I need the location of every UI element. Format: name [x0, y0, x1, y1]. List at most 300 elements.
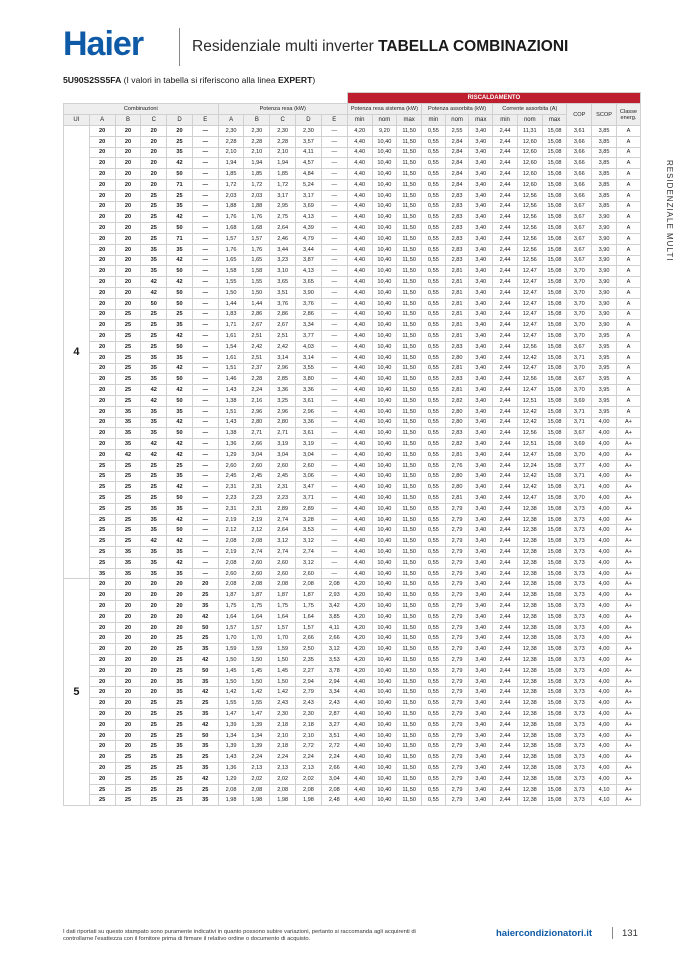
table-cell: 1,45: [270, 665, 296, 676]
table-cell: 3,95: [592, 385, 617, 396]
table-cell: 2,45: [244, 471, 270, 482]
table-cell: 25: [115, 763, 141, 774]
table-cell: 15,08: [542, 395, 567, 406]
table-cell: 2,44: [493, 417, 518, 428]
table-cell: 3,95: [592, 341, 617, 352]
table-cell: 10,40: [372, 406, 397, 417]
table-cell: A: [616, 287, 640, 298]
table-cell: 15,08: [542, 212, 567, 223]
table-cell: 3,90: [592, 233, 617, 244]
table-cell: 4,40: [347, 233, 372, 244]
table-cell: 1,85: [244, 169, 270, 180]
table-cell: 2,44: [493, 201, 518, 212]
table-cell: 4,40: [347, 395, 372, 406]
table-cell: 2,74: [270, 514, 296, 525]
table-cell: 0,55: [422, 428, 446, 439]
table-cell: 2,18: [296, 719, 322, 730]
table-cell: 2,94: [321, 676, 347, 687]
table-cell: 10,40: [372, 136, 397, 147]
table-cell: —: [321, 126, 347, 137]
table-cell: 0,55: [422, 773, 446, 784]
table-cell: 15,08: [542, 773, 567, 784]
table-cell: 20: [167, 611, 193, 622]
table-cell: 12,24: [517, 460, 542, 471]
table-cell: 20: [115, 676, 141, 687]
table-cell: 4,00: [592, 417, 617, 428]
table-cell: 2,79: [445, 525, 469, 536]
table-row: [64, 126, 641, 137]
table-cell: 3,70: [567, 385, 592, 396]
table-cell: —: [321, 406, 347, 417]
table-cell: 50: [167, 341, 193, 352]
table-cell: —: [321, 179, 347, 190]
table-cell: 2,44: [493, 784, 518, 795]
table-cell: 10,40: [372, 298, 397, 309]
table-cell: 4,40: [347, 687, 372, 698]
table-cell: 1,50: [218, 287, 244, 298]
table-cell: 1,44: [218, 298, 244, 309]
col-group-combinazioni: Combinazioni: [64, 104, 219, 115]
table-cell: 11,50: [397, 730, 422, 741]
table-cell: 0,55: [422, 266, 446, 277]
table-cell: 1,75: [244, 601, 270, 612]
table-cell: 11,50: [397, 557, 422, 568]
table-cell: 20: [89, 741, 115, 752]
table-cell: 11,50: [397, 363, 422, 374]
table-cell: 3,40: [469, 698, 493, 709]
table-subtitle: [63, 75, 315, 86]
table-cell: 3,73: [567, 601, 592, 612]
table-cell: A: [616, 406, 640, 417]
table-cell: 12,56: [517, 201, 542, 212]
table-cell: 1,34: [218, 730, 244, 741]
table-cell: 1,59: [244, 644, 270, 655]
table-cell: —: [192, 331, 218, 342]
table-cell: 35: [167, 406, 193, 417]
table-cell: —: [192, 557, 218, 568]
table-cell: 2,43: [321, 698, 347, 709]
table-cell: 3,73: [567, 633, 592, 644]
table-cell: A+: [616, 644, 640, 655]
table-cell: 3,90: [592, 309, 617, 320]
table-cell: 2,27: [296, 665, 322, 676]
table-cell: 50: [167, 374, 193, 385]
table-cell: 3,67: [567, 244, 592, 255]
table-cell: 1,87: [296, 590, 322, 601]
table-cell: 12,51: [517, 395, 542, 406]
table-cell: 35: [115, 557, 141, 568]
table-cell: 4,20: [347, 622, 372, 633]
table-cell: —: [192, 503, 218, 514]
col-group-potenza-sistema: Potenza resa sistema (kW): [347, 104, 421, 115]
table-cell: 2,44: [493, 665, 518, 676]
table-cell: —: [321, 514, 347, 525]
table-cell: 10,40: [372, 568, 397, 579]
table-cell: 20: [89, 601, 115, 612]
table-row: [64, 698, 641, 709]
table-cell: 2,44: [493, 266, 518, 277]
table-cell: 3,40: [469, 255, 493, 266]
page-title: [192, 38, 568, 56]
col-abs-nom: nom: [445, 115, 469, 126]
table-cell: 10,40: [372, 514, 397, 525]
table-cell: 10,40: [372, 266, 397, 277]
table-cell: 4,20: [347, 633, 372, 644]
table-cell: —: [192, 255, 218, 266]
table-cell: 1,55: [218, 277, 244, 288]
table-cell: 1,50: [218, 655, 244, 666]
table-cell: 4,20: [347, 590, 372, 601]
table-cell: 10,40: [372, 795, 397, 806]
table-cell: A+: [616, 633, 640, 644]
table-cell: 2,02: [296, 773, 322, 784]
table-cell: 12,56: [517, 374, 542, 385]
col-power-b: B: [244, 115, 270, 126]
table-cell: 2,79: [445, 763, 469, 774]
table-cell: 11,50: [397, 385, 422, 396]
table-cell: 0,55: [422, 547, 446, 558]
table-cell: A+: [616, 784, 640, 795]
table-cell: —: [192, 341, 218, 352]
table-cell: 20: [141, 665, 167, 676]
table-cell: 10,40: [372, 719, 397, 730]
table-cell: 2,79: [445, 665, 469, 676]
table-cell: A: [616, 255, 640, 266]
table-cell: 25: [115, 320, 141, 331]
table-cell: 4,00: [592, 763, 617, 774]
table-cell: 11,50: [397, 255, 422, 266]
table-cell: A: [616, 309, 640, 320]
table-cell: 50: [167, 525, 193, 536]
table-cell: 3,40: [469, 460, 493, 471]
table-cell: 25: [115, 395, 141, 406]
table-cell: 3,73: [567, 730, 592, 741]
table-cell: 2,72: [321, 741, 347, 752]
table-cell: 4,40: [347, 406, 372, 417]
table-cell: 11,50: [397, 773, 422, 784]
table-cell: 3,40: [469, 374, 493, 385]
table-cell: 0,55: [422, 147, 446, 158]
table-cell: 2,74: [270, 547, 296, 558]
table-cell: 2,44: [493, 223, 518, 234]
table-cell: 2,83: [445, 255, 469, 266]
table-cell: 2,60: [296, 460, 322, 471]
table-cell: 25: [89, 784, 115, 795]
table-cell: 0,55: [422, 298, 446, 309]
table-cell: 10,40: [372, 601, 397, 612]
table-cell: 4,00: [592, 773, 617, 784]
table-cell: 2,31: [218, 503, 244, 514]
table-cell: 0,55: [422, 169, 446, 180]
table-cell: 4,40: [347, 752, 372, 763]
table-row: [64, 741, 641, 752]
table-cell: 2,66: [244, 439, 270, 450]
table-cell: 2,44: [493, 460, 518, 471]
table-cell: 3,36: [270, 385, 296, 396]
table-cell: 0,55: [422, 644, 446, 655]
table-cell: 4,00: [592, 655, 617, 666]
table-cell: 3,40: [469, 719, 493, 730]
table-cell: 2,60: [270, 568, 296, 579]
table-cell: 15,08: [542, 460, 567, 471]
table-cell: 25: [115, 341, 141, 352]
table-cell: A: [616, 298, 640, 309]
table-cell: 3,53: [321, 655, 347, 666]
table-cell: 25: [167, 719, 193, 730]
table-cell: 2,60: [244, 460, 270, 471]
table-cell: 42: [192, 611, 218, 622]
table-cell: 25: [115, 482, 141, 493]
table-cell: 3,40: [469, 655, 493, 666]
table-cell: 4,40: [347, 557, 372, 568]
table-cell: 1,47: [244, 709, 270, 720]
table-cell: A+: [616, 428, 640, 439]
table-cell: 1,64: [270, 611, 296, 622]
table-cell: 2,44: [493, 298, 518, 309]
table-cell: 42: [167, 514, 193, 525]
table-cell: 12,38: [517, 719, 542, 730]
table-cell: 2,13: [296, 763, 322, 774]
table-cell: 2,79: [445, 687, 469, 698]
table-cell: 25: [167, 644, 193, 655]
table-row: [64, 514, 641, 525]
table-cell: 4,00: [592, 482, 617, 493]
table-cell: 25: [141, 471, 167, 482]
table-cell: 15,08: [542, 665, 567, 676]
table-cell: 3,73: [567, 752, 592, 763]
table-cell: 20: [89, 147, 115, 158]
table-cell: 10,40: [372, 233, 397, 244]
table-cell: A+: [616, 557, 640, 568]
table-cell: 25: [141, 730, 167, 741]
table-cell: 25: [115, 331, 141, 342]
table-cell: 4,00: [592, 644, 617, 655]
footer-website-link[interactable]: haiercondizionatori.it: [496, 928, 593, 939]
table-cell: 25: [141, 719, 167, 730]
table-cell: 4,00: [592, 514, 617, 525]
table-cell: 3,10: [270, 266, 296, 277]
table-cell: —: [192, 179, 218, 190]
table-cell: 25: [167, 752, 193, 763]
table-cell: 2,08: [218, 557, 244, 568]
table-cell: 3,40: [469, 514, 493, 525]
table-cell: 35: [167, 244, 193, 255]
table-cell: 0,55: [422, 784, 446, 795]
table-cell: 35: [89, 568, 115, 579]
table-cell: 2,46: [270, 233, 296, 244]
table-cell: 2,44: [493, 244, 518, 255]
table-cell: 2,44: [493, 482, 518, 493]
table-cell: 3,40: [469, 428, 493, 439]
table-cell: 2,44: [493, 287, 518, 298]
table-row: [64, 341, 641, 352]
table-cell: 25: [141, 223, 167, 234]
table-cell: 3,04: [244, 449, 270, 460]
table-cell: 20: [115, 277, 141, 288]
table-cell: 1,76: [244, 244, 270, 255]
table-cell: 12,51: [517, 439, 542, 450]
table-cell: 2,86: [244, 309, 270, 320]
table-cell: 3,40: [469, 557, 493, 568]
table-cell: 10,40: [372, 363, 397, 374]
table-cell: A: [616, 126, 640, 137]
table-cell: 42: [192, 687, 218, 698]
table-cell: 11,50: [397, 611, 422, 622]
table-row: [64, 590, 641, 601]
table-cell: 2,81: [445, 266, 469, 277]
table-cell: 3,47: [296, 482, 322, 493]
table-cell: 3,40: [469, 406, 493, 417]
table-cell: 0,55: [422, 201, 446, 212]
table-cell: 12,38: [517, 514, 542, 525]
table-cell: 25: [167, 698, 193, 709]
col-sys-min: min: [347, 115, 372, 126]
table-cell: A+: [616, 579, 640, 590]
table-cell: 10,40: [372, 547, 397, 558]
table-cell: 2,79: [445, 719, 469, 730]
table-cell: 25: [115, 493, 141, 504]
table-cell: 2,18: [270, 719, 296, 730]
table-cell: 20: [89, 126, 115, 137]
table-cell: 3,73: [567, 709, 592, 720]
table-cell: 3,67: [567, 374, 592, 385]
table-row: [64, 406, 641, 417]
table-cell: A+: [616, 795, 640, 806]
table-cell: 35: [141, 428, 167, 439]
table-cell: 4,20: [347, 126, 372, 137]
table-cell: 3,51: [270, 287, 296, 298]
table-cell: 15,08: [542, 449, 567, 460]
table-cell: 3,40: [469, 158, 493, 169]
table-cell: A+: [616, 773, 640, 784]
table-cell: 12,47: [517, 493, 542, 504]
table-cell: 20: [115, 709, 141, 720]
table-cell: 3,85: [592, 179, 617, 190]
table-cell: 50: [192, 622, 218, 633]
table-cell: 0,55: [422, 352, 446, 363]
table-cell: 2,76: [445, 460, 469, 471]
table-cell: —: [192, 126, 218, 137]
table-cell: 11,50: [397, 719, 422, 730]
table-cell: 35: [115, 417, 141, 428]
table-cell: A+: [616, 719, 640, 730]
table-cell: 20: [141, 579, 167, 590]
table-cell: A+: [616, 460, 640, 471]
table-cell: 0,55: [422, 320, 446, 331]
table-cell: 12,42: [517, 352, 542, 363]
table-cell: 11,50: [397, 579, 422, 590]
table-cell: 3,95: [592, 352, 617, 363]
table-cell: A+: [616, 655, 640, 666]
table-cell: 15,08: [542, 482, 567, 493]
table-cell: 3,67: [567, 428, 592, 439]
col-classe: Classe energ.: [616, 104, 640, 126]
table-cell: 25: [115, 363, 141, 374]
table-cell: 4,00: [592, 730, 617, 741]
table-cell: 4,40: [347, 309, 372, 320]
table-cell: 1,39: [244, 741, 270, 752]
table-cell: 2,80: [445, 471, 469, 482]
table-cell: 4,40: [347, 568, 372, 579]
table-cell: 20: [89, 255, 115, 266]
table-cell: 3,69: [296, 201, 322, 212]
table-cell: 1,58: [218, 266, 244, 277]
table-row: [64, 331, 641, 342]
table-cell: 2,96: [270, 406, 296, 417]
table-cell: 35: [141, 568, 167, 579]
table-cell: 20: [115, 158, 141, 169]
table-cell: 2,08: [270, 579, 296, 590]
table-cell: 12,38: [517, 633, 542, 644]
table-cell: 10,40: [372, 644, 397, 655]
table-cell: 2,81: [445, 493, 469, 504]
table-cell: 2,44: [493, 179, 518, 190]
table-cell: 1,65: [244, 255, 270, 266]
table-row: [64, 449, 641, 460]
table-cell: 4,40: [347, 784, 372, 795]
table-cell: 0,55: [422, 611, 446, 622]
table-cell: 35: [167, 568, 193, 579]
table-row: [64, 730, 641, 741]
table-cell: 15,08: [542, 244, 567, 255]
table-cell: 11,50: [397, 709, 422, 720]
table-cell: 1,57: [270, 622, 296, 633]
table-cell: 1,50: [218, 676, 244, 687]
col-abs-min: min: [422, 115, 446, 126]
table-cell: 2,03: [244, 190, 270, 201]
table-cell: 4,00: [592, 741, 617, 752]
table-cell: 4,40: [347, 763, 372, 774]
table-cell: 4,40: [347, 741, 372, 752]
table-cell: 0,55: [422, 460, 446, 471]
table-cell: 1,87: [218, 590, 244, 601]
table-cell: 3,70: [567, 287, 592, 298]
table-cell: 11,50: [397, 147, 422, 158]
table-cell: 12,38: [517, 773, 542, 784]
table-cell: 2,44: [493, 331, 518, 342]
table-cell: 3,04: [321, 773, 347, 784]
table-cell: 3,90: [592, 223, 617, 234]
table-row: [64, 287, 641, 298]
table-cell: 2,79: [445, 676, 469, 687]
table-cell: 25: [167, 633, 193, 644]
table-cell: 3,17: [296, 190, 322, 201]
table-cell: 2,79: [445, 590, 469, 601]
table-cell: 4,40: [347, 525, 372, 536]
table-cell: 3,73: [567, 655, 592, 666]
table-cell: 2,79: [445, 568, 469, 579]
table-cell: 3,34: [321, 687, 347, 698]
table-cell: —: [321, 169, 347, 180]
table-cell: 3,40: [469, 190, 493, 201]
table-cell: 0,55: [422, 223, 446, 234]
table-cell: 2,95: [270, 201, 296, 212]
table-cell: 15,08: [542, 633, 567, 644]
table-cell: 3,70: [567, 331, 592, 342]
table-cell: 15,08: [542, 611, 567, 622]
table-cell: 4,40: [347, 374, 372, 385]
table-cell: 2,30: [296, 126, 322, 137]
table-cell: —: [192, 223, 218, 234]
title-prefix: Residenziale multi inverter: [192, 38, 379, 55]
table-cell: 10,40: [372, 439, 397, 450]
table-cell: 2,24: [244, 385, 270, 396]
table-cell: 3,85: [592, 201, 617, 212]
table-cell: 2,44: [493, 439, 518, 450]
table-cell: 3,70: [567, 320, 592, 331]
table-cell: 2,74: [296, 547, 322, 558]
table-cell: 15,08: [542, 730, 567, 741]
